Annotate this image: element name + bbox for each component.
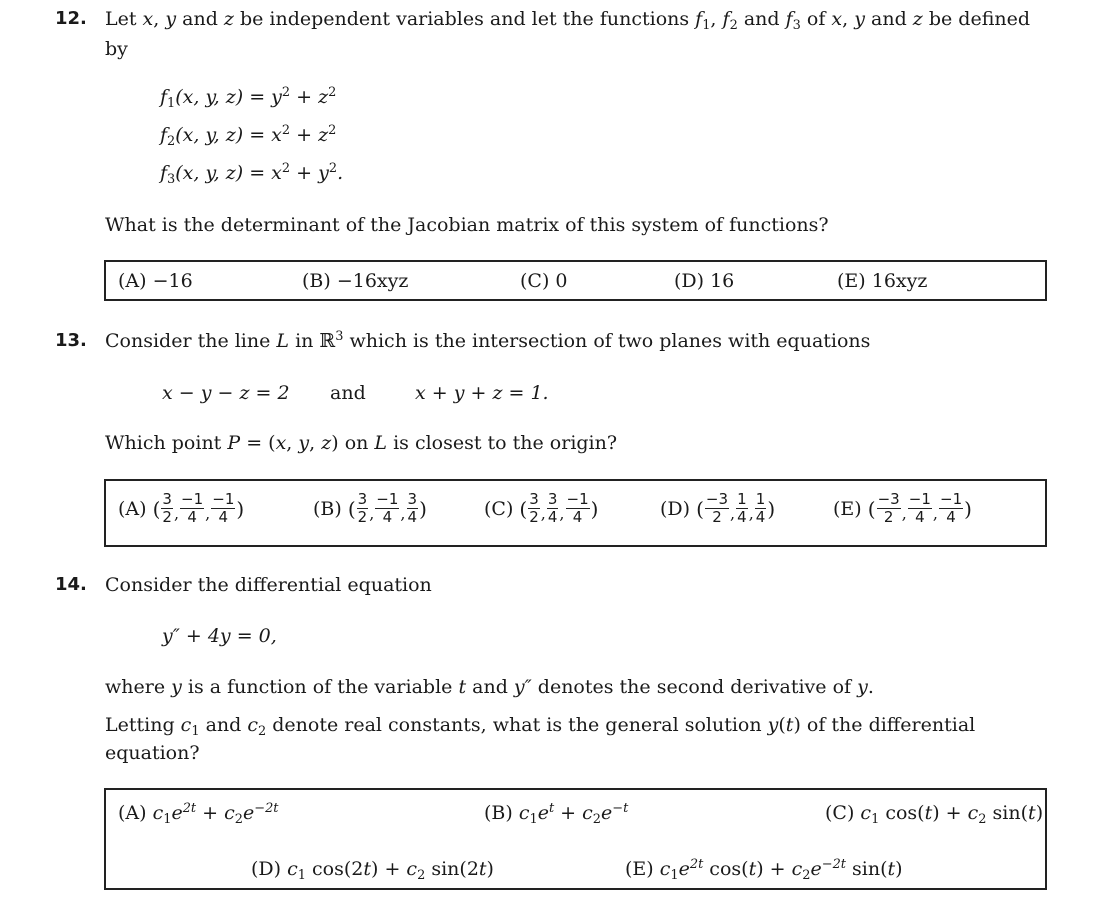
- answer-box-14: [104, 788, 1047, 890]
- choice-14-b[interactable]: (B) $c_1e^t + c_2e^{-t}$: [484, 800, 629, 827]
- choice-13-a[interactable]: (A) ( $\frac{3}{2}$ , $\frac{-1}{4}$ , $\frac{-1}{4}$ ): [118, 490, 245, 526]
- question-12-intro: Let x, y and z be independent variables and let the functions $f_1$, $f_2$ and $f_3$ of x, y and z be defined: [105, 8, 1031, 33]
- question-13-intro: Consider the line L in ℝ$^3$ which is the intersection of two planes with equations: [105, 328, 871, 352]
- choice-12-b[interactable]: (B) −16xyz: [302, 270, 409, 292]
- question-13-prompt: Which point P = (x, y, z) on L is closest to the origin?: [105, 432, 618, 454]
- choice-14-e[interactable]: (E) $c_1e^{2t}$ $\cos(t) + c_2e^{-2t}$ sin(t): [625, 856, 903, 883]
- question-number: 14.: [55, 574, 87, 595]
- plane-equation-1: x − y − z = 2: [162, 382, 290, 404]
- question-14-prompt: Letting $c_1$ and $c_2$ denote real constants, what is the general solution y(t) of the differential: [105, 714, 976, 739]
- choice-14-a[interactable]: (A) $c_1e^{2t} + c_2e^{-2t}$: [118, 800, 279, 827]
- answer-box-13: [104, 479, 1047, 547]
- choice-13-b[interactable]: (B) ( $\frac{3}{2}$ , $\frac{-1}{4}$ , $\frac{3}{4}$ ): [313, 490, 427, 526]
- equation-f1: $f_1(x$, y, $z) = y^2 + z^2$: [160, 84, 337, 111]
- differential-equation: y″ + 4y = 0,: [162, 625, 277, 647]
- plane-equation-2: x + y + z = 1.: [415, 382, 549, 404]
- choice-14-d[interactable]: (D) $c_1$ $\cos(2t) + c_2$ sin(2t): [251, 858, 494, 883]
- question-12-prompt: What is the determinant of the Jacobian matrix of this system of functions?: [105, 214, 829, 236]
- question-12-intro-cont: by: [105, 38, 128, 60]
- choice-13-e[interactable]: (E) ( $\frac{-3}{2}$ , $\frac{-1}{4}$ , $\frac{-1}{4}$ ): [833, 490, 972, 526]
- choice-12-d[interactable]: (D) 16: [674, 270, 735, 292]
- answer-box-12: [104, 260, 1047, 301]
- choice-12-e[interactable]: (E) 16xyz: [837, 270, 928, 292]
- question-14-prompt-cont: equation?: [105, 742, 200, 764]
- choice-13-c[interactable]: (C) ( $\frac{3}{2}$ , $\frac{3}{4}$ , $\frac{-1}{4}$ ): [484, 490, 599, 526]
- choice-13-d[interactable]: (D) ( $\frac{-3}{2}$ , $\frac{1}{4}$ , $\frac{1}{4}$ ): [660, 490, 776, 526]
- choice-14-c[interactable]: (C) $c_1$ $\cos(t) + c_2$ sin(t): [825, 802, 1044, 827]
- equation-f2: $f_2(x$, y, $z) = x^2 + z^2$: [160, 122, 337, 149]
- equation-f3: $f_3(x$, y, $z) = x^2 + y^2$.: [160, 160, 344, 187]
- question-number: 13.: [55, 330, 87, 351]
- choice-12-c[interactable]: (C) 0: [520, 270, 568, 292]
- question-14-intro: Consider the differential equation: [105, 574, 432, 596]
- question-14-where: where y is a function of the variable t and y″ denotes the second derivative of y.: [105, 676, 874, 698]
- choice-12-a[interactable]: (A) −16: [118, 270, 193, 292]
- conjunction-and: and: [330, 382, 366, 404]
- question-number: 12.: [55, 8, 87, 29]
